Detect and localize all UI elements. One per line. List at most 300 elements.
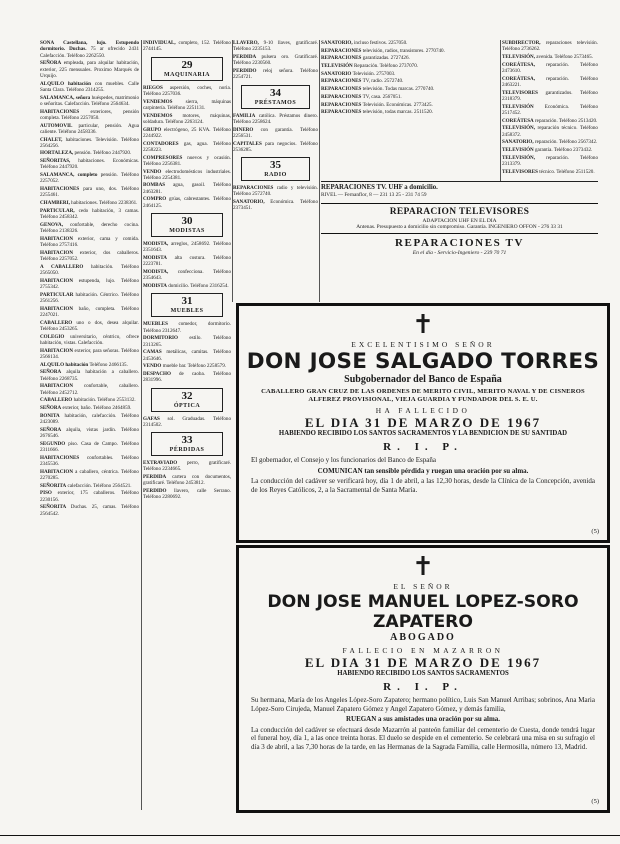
classified-ad-text: universitario, céntrico, ofrece habitación, vistas. Calefacción. (40, 333, 139, 346)
section-name: MODISTAS (169, 228, 205, 235)
obituary-date: EL DIA 31 DE MARZO DE 1967 (304, 655, 542, 670)
classified-ad-heading: SALAMANCA, señora (40, 94, 91, 101)
classified-ad (502, 169, 598, 175)
classified-ad-heading: RIEGOS (143, 84, 163, 91)
classified-ad (40, 200, 139, 206)
classified-ad-heading: PERDIDA (143, 474, 167, 481)
classified-ad-heading: SEGUNDO (40, 440, 66, 447)
classified-ad-heading: AUTOMOVIL (40, 122, 73, 129)
classified-ad-text: reparaciones televisión. Teléfono 2736262. (502, 40, 598, 53)
classified-ad-text: habitación. Teléfono 2565050. (40, 263, 139, 277)
classified-ad-text: exteriores, pensión completa. Teléfono 2257050. (40, 108, 139, 121)
classified-ad (143, 474, 231, 487)
classified-ad-heading: TELEVISIÓN, (502, 53, 535, 60)
column-rule (319, 40, 320, 302)
obituary-ha-fallecido: HA FALLECIDO (375, 406, 471, 415)
classified-ad-text: estupenda, lujo. Teléfono 2755342. (40, 277, 139, 291)
classified-ad (40, 397, 139, 403)
ad-banner-title: REPARACION TELEVISORES (389, 206, 530, 217)
classified-ad-text: avenida. Teléfono 2573465. (536, 53, 593, 60)
classified-ad-heading: COMPRESORES (143, 154, 183, 161)
classified-ad (40, 306, 139, 319)
section-header (241, 157, 310, 181)
classified-ad-text: comedor, dormitorio. Teléfono 2312647. (143, 321, 231, 334)
classified-ad-text: pulsera oro. Gratificaré. Teléfono 2230560. (233, 53, 318, 67)
classified-ad (40, 383, 139, 396)
classified-ad-heading: SANATORIO, (321, 40, 353, 46)
classified-ad-heading: MODISTA (143, 283, 167, 290)
classified-ad (40, 264, 139, 277)
classified-ad-text: reparación técnico. Teléfono 2458372. (502, 125, 598, 138)
obituary-family: El gobernador, el Consejo y los funcionarios del Banco de España (251, 456, 436, 464)
cross-icon: ✝ (412, 552, 434, 582)
classified-ad (502, 90, 598, 103)
classified-ad-heading: GRUPO (143, 126, 162, 133)
classified-ad-text: confortable, derecho cocina. Teléfono 2138326. (40, 221, 139, 235)
classified-ad-text: completo, 152. Teléfono 2744145. (143, 40, 231, 53)
classified-ad-text: a caballero, céntrica. Teléfono 2270285. (40, 468, 139, 481)
classified-ad-heading: FAMILIA (233, 112, 256, 119)
classified-ad-text: Reparación. Teléfono 2737070. (354, 63, 419, 70)
obituary-rip: R. I. P. (383, 441, 463, 453)
section-number: 30 (181, 215, 193, 228)
classified-ad-text: reparación. Teléfono 2313379. (502, 154, 598, 167)
classified-ad-text: calefacción. Teléfono 2564521. (67, 482, 132, 489)
tv-ads-block (321, 180, 598, 257)
classified-ad-heading: VENDO (143, 363, 162, 370)
obituary-honorific: EXCELENTISIMO SEÑOR (351, 340, 495, 349)
classified-ad-heading: SANATORIO, (233, 199, 265, 206)
classified-ad-text: con garantía. Teléfono 2256531. (233, 126, 318, 139)
classified-ad-heading: LLAVERO, (233, 40, 259, 46)
classified-ad (233, 199, 318, 212)
classified-ad (143, 460, 231, 473)
classified-ad-heading: PERDIDA (233, 53, 257, 60)
classified-ad (143, 241, 231, 254)
section-name: MAQUINARIA (164, 71, 210, 78)
classified-ad (143, 99, 231, 112)
classified-ad-heading: REPARACIONES (321, 86, 362, 93)
classified-ad-heading: HABITACION (40, 383, 74, 390)
classified-ad (321, 109, 501, 115)
obituary-request: RUEGAN a sus amistades una oración por su alma. (345, 715, 501, 724)
classified-ad-text: confortable, caballero. Teléfono 2452712. (40, 383, 139, 396)
classified-ad (143, 321, 231, 334)
classified-ad-text: Teléfono 2466135. (89, 361, 128, 368)
classified-ad-heading: REPARACIONES (321, 109, 362, 116)
classified-ad-heading: INDIVIDUAL, (143, 40, 176, 46)
classified-ad (143, 363, 231, 369)
classified-ad-text: uno o dos, desea alquilar. Teléfono 2453265. (40, 319, 139, 332)
classified-ad (233, 68, 318, 81)
classified-ad-text: habitación. Céntrico. Teléfono 2561256. (40, 291, 139, 305)
classifieds-column-4 (321, 40, 501, 182)
classified-ad-heading: CONTADORES (143, 140, 179, 147)
section-number: 31 (181, 295, 193, 308)
classified-ad-text: agua, gasoil. Teléfono 2463281. (143, 182, 231, 195)
obituary-details: La conducción del cadáver se efectuará desde Mazarrón al panteón familiar del cementerio de Cuesta, donde tendrá lugar el funeral hoy, día 1, a las once treinta horas. El duelo se despide en el cementerio. Se celebrará una misa en su sufragio el día 3 de abril, a las 7,30 horas de la tarde, en las Hermanas de la Sagrada Familia, calle Hermosilla, número 13, Madrid. (251, 725, 595, 751)
classified-ad (143, 141, 231, 154)
obituary-title: Subgobernador del Banco de España (344, 374, 502, 385)
classified-ad-heading: TELEVISORES (502, 168, 538, 175)
obituary-fallecio: FALLECIO EN MAZARRON (342, 646, 504, 655)
classified-ad-heading: REPARACIONES (233, 185, 274, 192)
classified-ad (40, 81, 139, 94)
classifieds-column-5 (502, 40, 598, 310)
classified-ad-text: Económica. Teléfono 2373451. (233, 199, 318, 212)
classified-ad-heading: SONA Castellana, lujo. Estupendo dormitorio. Duchas. (40, 40, 139, 53)
classified-ad-heading: PISO (40, 490, 52, 497)
classified-ad-heading: TELEVISIÓN (502, 103, 534, 110)
classified-ad (502, 62, 598, 75)
classified-ad (40, 60, 139, 79)
classified-ad-heading: HABITACION (40, 347, 74, 354)
classified-ad-text: piso. Casa de Campo. Teléfono 2311666. (40, 440, 139, 453)
classified-ad-text: reparación. Teléfono 2473610. (502, 61, 598, 74)
classified-ad (321, 102, 501, 108)
ad-banner (321, 203, 598, 234)
obituary-lopez-soro (236, 545, 610, 813)
classified-ad-heading: PERDIDO (233, 67, 257, 74)
classified-ad (321, 71, 501, 77)
classified-ad-heading: PERDIDO (143, 488, 167, 495)
obituary-honorific: EL SEÑOR (393, 582, 453, 591)
classifieds-column-3 (233, 40, 318, 315)
classified-ad-text: habitaciones. Económicas. Teléfono 2447920. (40, 158, 139, 171)
classified-ad (143, 40, 231, 53)
classified-ad-heading: REPARACIONES (321, 101, 362, 108)
classifieds-column-1 (40, 40, 139, 810)
classified-ad-heading: SEÑORITA (40, 504, 67, 511)
classified-ad-heading: TELEVISIÓN (321, 63, 353, 70)
classified-ad-text: Económica. Teléfono 2517452. (502, 103, 598, 116)
classified-ad (40, 123, 139, 136)
classified-ad-heading: GAFAS (143, 415, 160, 422)
classified-ad-text: para uno, dos. Teléfono 2255461. (40, 186, 139, 199)
ad-final-title: REPARACIONES TV (394, 236, 525, 249)
classified-ad (502, 76, 598, 89)
classified-ad-text: grúas, cabrestantes. Teléfono 2464125. (143, 196, 231, 209)
classified-ad (40, 455, 139, 468)
classified-ad-text: 75 ar ofrecido 2431 Calefacción. Teléfono 2262550. (40, 46, 139, 59)
classified-ad (40, 278, 139, 291)
classified-ad-text: Duchas. 25, camas. Teléfono 2564542. (40, 504, 139, 517)
classified-ad-text: radio y televisión. Teléfono 2572740. (233, 185, 318, 198)
classified-ad-heading: HABITACIONES (40, 108, 80, 115)
classified-ad-text: habitación, calefacción. Teléfono 2423089. (40, 412, 139, 425)
classified-ad (143, 169, 231, 182)
classified-ad (321, 40, 501, 46)
classified-ad (143, 85, 231, 98)
section-header (151, 213, 223, 237)
classified-ad (143, 488, 231, 501)
classified-ad (502, 40, 598, 53)
classified-ad-heading: TELEVISORES (502, 89, 538, 96)
classified-ad-text: habitaciones. Teléfono 2238361. (71, 200, 138, 207)
classified-ad-heading: VENDO (143, 168, 162, 175)
classified-ad (40, 441, 139, 454)
classified-ad-heading: COMPRO (143, 196, 167, 203)
classified-ad-text: electrógeno, 25 KVA. Teléfono 2244922. (143, 126, 231, 139)
obituary-details: La conducción del cadáver se verificará hoy, día 1 de abril, a las 12,30 horas, desde la Clínica de la Concepción, avenida de los Reyes Católicos, 2, a la Sacramental de Santa María. (251, 477, 595, 494)
classified-ad-heading: DINERO (233, 126, 254, 133)
classified-ad-text: baño, completa. Teléfono 2247021. (40, 305, 139, 318)
classified-ad-heading: REPARACIONES (321, 47, 362, 54)
classified-ad-heading: SEÑORITA (40, 482, 67, 489)
classified-ad (40, 109, 139, 122)
classified-ad (143, 155, 231, 168)
classified-ad-text: garantía. Teléfono 2373432. (535, 146, 593, 153)
obituary-sacraments: HABIENDO RECIBIDO LOS SANTOS SACRAMENTOS Y LA BENDICION DE SU SANTIDAD (278, 430, 568, 437)
classified-ad-heading: HABITACION (40, 277, 74, 284)
classified-ad (40, 236, 139, 249)
classified-ad (502, 125, 598, 138)
classified-ad-text: exterior, baño. Teléfono 2464859. (62, 404, 132, 411)
section-header (241, 85, 310, 109)
classified-ad-text: pensión. Teléfono 2447920. (74, 150, 132, 157)
classified-ad-text: electrodomésticos industriales. Teléfono 2254381. (143, 168, 231, 181)
classified-ad-heading: SEÑORA (40, 426, 62, 433)
classified-ad-text: pensión. Teléfono 2257052. (40, 172, 139, 185)
classified-ad-heading: CABALLERO (40, 397, 73, 404)
classified-ad-text: católica. Préstamos dinero. Teléfono 2258624. (233, 112, 318, 125)
classified-ad-text: incluso festivos. 2257050. (353, 40, 408, 46)
classified-ad (40, 150, 139, 156)
classified-ad-heading: PARTICULAR (40, 291, 74, 298)
classified-ad (143, 255, 231, 268)
classified-ad (40, 292, 139, 305)
classified-ad-text: de caoba. Teléfono 2831996. (143, 370, 231, 384)
classified-ad (40, 158, 139, 171)
classified-ad (40, 250, 139, 263)
classified-ad (143, 416, 231, 429)
classified-ad (40, 348, 139, 361)
classified-ad (321, 55, 501, 61)
classified-ad-heading: HABITACIONES (40, 186, 80, 193)
classified-ad-text: domicilio. Teléfono 2316254. (168, 283, 229, 290)
classified-ad (502, 54, 598, 60)
classified-ad-text: sol. Graduadas. Teléfono 2314502. (143, 415, 231, 428)
classified-ad (143, 371, 231, 384)
classified-ad-text: habitaciones. Televisión. Teléfono 2564256. (40, 136, 139, 149)
classified-ad-heading: GENOVA, (40, 221, 63, 228)
classified-ad-text: metálicas, camitas. Teléfono 2453646. (143, 349, 231, 362)
section-header (151, 432, 223, 456)
classified-ad-heading: VENDEMOS (143, 112, 173, 119)
section-name: ÓPTICA (173, 402, 201, 409)
classified-ad-text: garantizados. Teléfono 2318379. (502, 89, 598, 102)
classified-ad-text: TV, casa. 2567051. (362, 93, 402, 100)
classified-ad-text: reparación. Teléfono 2463221. (502, 75, 598, 88)
classified-ad (143, 283, 231, 289)
obituary-title: ABOGADO (390, 632, 456, 643)
section-name: MUEBLES (170, 308, 204, 315)
classified-ad-text: llavero, calle Serrano. Teléfono 2280692. (143, 488, 231, 501)
classified-ad (40, 186, 139, 199)
classified-ad (233, 185, 318, 198)
classified-ad-text: con muebles. Calle Santa Clara. Teléfono 2314255. (40, 80, 139, 93)
classified-ad-text: aspersión, coches, noria. Teléfono 2257036. (143, 84, 231, 97)
classified-ad (233, 113, 318, 126)
classified-ad-heading: SEÑORA (40, 404, 62, 411)
obituary-date: EL DIA 31 DE MARZO DE 1967 (304, 415, 542, 430)
classified-ad (502, 104, 598, 117)
classified-ad-text: televisión, todas marcas. 2511520. (362, 109, 433, 116)
obituary-request: COMUNICAN tan sensible pérdida y ruegan una oración por su alma. (317, 466, 529, 475)
classified-ad-heading: COREÁTESA (502, 117, 534, 124)
classified-ad-text: sierra, máquinas carpintería. Teléfono 2251131. (143, 98, 231, 111)
classified-ad (143, 269, 231, 282)
classified-ad-text: alta costura. Teléfono 2223781. (143, 255, 231, 268)
section-name: PÉRDIDAS (169, 447, 205, 454)
classified-ad (143, 127, 231, 140)
classified-ad (502, 147, 598, 153)
classified-ad-text: reparación. Teléfono 2567342. (534, 139, 598, 146)
obituary-rip: R. I. P. (383, 681, 463, 693)
classified-ad-text: cedo habitación, 3 camas. Teléfono 2458342. (40, 207, 139, 221)
classified-ad-heading: ALQUILO habitación (40, 361, 89, 368)
classified-ad (40, 137, 139, 150)
classified-ad-heading: SANATORIO, (502, 139, 534, 146)
classified-ad-text: empleada, para alquilar habitación, exterior, 225 mensuales. Proximo Marqués de Urquijo. (40, 60, 139, 79)
classified-ad (143, 335, 231, 348)
classified-ad-heading: PARTICULAR, (40, 207, 75, 214)
obituary-honors: CABALLERO GRAN CRUZ DE LAS ORDENES DE MERITO CIVIL, MERITO NAVAL Y DE CISNEROS ALFEREZ PROVISIONAL, VIEJA GUARDIA Y FUNDADOR DEL S. E. U. (261, 388, 585, 403)
classified-ad-text: para negocios. Teléfono 2536285. (233, 140, 318, 153)
classified-ad (502, 118, 598, 124)
classified-ad (40, 222, 139, 235)
classified-ad-text: cartera con documentos, gratificaré. Teléfono 2453812. (143, 474, 231, 487)
ad-banner-sub: ADAPTACION UHF EN EL DIA (422, 217, 497, 224)
classified-ad (321, 63, 501, 69)
section-number: 32 (181, 389, 193, 402)
cross-icon: ✝ (412, 310, 434, 340)
classified-ad-text: nuevos y ocasión. Teléfono 2256381. (143, 154, 231, 167)
classified-ad (143, 196, 231, 209)
classified-ad (321, 78, 501, 84)
classified-ad-text: estilo. Teléfono 2313265. (143, 335, 231, 348)
section-number: 35 (270, 159, 281, 172)
classified-ad (233, 54, 318, 67)
obituary-salgado-torres (236, 303, 610, 543)
obituary-name: DON JOSE SALGADO TORRES (246, 349, 600, 374)
classified-ad-text: 9-10 llaves, gratificaré. Teléfono 2235153. (233, 40, 318, 53)
classified-ad-heading: MODISTA, (143, 241, 169, 248)
classified-ad-text: exterior, dos caballeros. Teléfono 2257052. (40, 249, 139, 263)
classified-ad-heading: MODISTA, (143, 269, 169, 276)
classified-ad-heading: REPARACIONES (321, 78, 362, 85)
classified-ad (321, 86, 501, 92)
classified-ad-heading: HABITACION (40, 305, 74, 312)
section-number: 33 (181, 434, 193, 447)
classified-ad-text: exterior, cama y comida. Teléfono 2757416. (40, 235, 139, 249)
classified-ad-heading: A CABALLERO (40, 263, 84, 270)
classified-ad-heading: CAMAS (143, 349, 162, 356)
classified-ad-text: alquila, vistas jardín. Teléfono 2676546. (40, 426, 139, 439)
classified-ad-heading: HORTALEZA, (40, 150, 74, 157)
obituary-ref: (5) (591, 528, 599, 535)
classified-ad (40, 405, 139, 411)
classified-ad-text: reloj señora. Teléfono 2254721. (233, 67, 318, 81)
classified-ad-text: motores, máquinas, soldadura. Teléfono 2263124. (143, 112, 231, 125)
classified-ad-text: exterior, para señoras. Teléfono 2566134. (40, 347, 139, 360)
classified-ad-heading: SALAMANCA, completo (40, 172, 98, 179)
classified-ad-text: exterior, 175 caballeros. Teléfono 2230156. (40, 490, 139, 503)
classified-ad-heading: CAPITALES (233, 140, 262, 147)
classified-ad-text: técnico. Teléfono 2511520. (539, 168, 595, 175)
classified-ad-heading: CABALLERO (40, 319, 73, 326)
classified-ad-heading: COREÁTESA, (502, 61, 535, 68)
obituary-family: Su hermana, María de los Angeles López-Soro Zapatero; hermano político, Luis San Manuel Arribas; sobrinos, Ana Maria López-Soro Cirujeda, Manuel Zapatero Gómez y Angel Zapatero Gómez, y demás familia, (251, 696, 595, 713)
classified-ad-heading: EXTRAVIADO (143, 460, 178, 467)
classified-ad (40, 369, 139, 382)
classified-ad (40, 40, 139, 59)
classified-ad-heading: TELEVISIÓN (502, 146, 534, 153)
section-name: RADIO (264, 172, 287, 179)
classified-ad (40, 362, 139, 368)
classified-ad-heading: MUEBLES (143, 321, 168, 328)
classified-ad-text: perro, gratificaré. Teléfono 2234665. (143, 460, 231, 473)
classified-ad-heading: TELEVISIÓN, (502, 125, 535, 132)
obituary-ref: (5) (591, 798, 599, 805)
classified-ad-heading: HABITACION (40, 468, 74, 475)
section-header (151, 57, 223, 81)
classified-ad-text: particular, pensión. Agua caliente. Teléfono 2458336. (40, 122, 139, 135)
classified-ad (40, 95, 139, 108)
classified-ad-text: habitación. Teléfono 2553132. (73, 397, 136, 404)
classified-ad-text: arreglos, 2458692. Teléfono 2351643. (143, 241, 231, 254)
classified-ad-text: garantizadas. 2727426. (362, 55, 410, 62)
classified-ad (40, 483, 139, 489)
classified-ad-heading: BOMBAS (143, 182, 166, 189)
classified-ad (233, 127, 318, 140)
classified-ad-text: reparación. Teléfono 2513420. (534, 117, 598, 124)
section-header (151, 388, 223, 412)
classified-ad-heading: HABITACION (40, 249, 74, 256)
classified-ad-heading: ALQUILO habitación (40, 80, 91, 87)
classified-ad-heading: CHAMBERI, (40, 200, 70, 207)
classified-ad-heading: TELEVISIÓN, (502, 154, 535, 161)
classified-ad (502, 155, 598, 168)
classified-ad-heading: REPARACIONES (321, 55, 362, 62)
classified-ad-heading: HABITACIONES (40, 454, 80, 461)
page-bottom-rule (0, 835, 620, 837)
classified-ad-text: confortables. Teléfono 2345536. (40, 454, 139, 467)
classified-ad (40, 490, 139, 503)
classified-ad-heading: DORMITORIO (143, 335, 178, 342)
classified-ad (40, 504, 139, 517)
classified-ad (143, 113, 231, 126)
classified-ad-text: Televisión. 2757003. (352, 70, 396, 77)
classified-ad-heading: SUBDIRECTOR, (502, 40, 541, 46)
classified-ad (40, 172, 139, 185)
classified-ad (502, 139, 598, 145)
classified-ad-text: TV, radio. 2572740. (362, 78, 404, 85)
classified-ad-heading: HABITACION (40, 235, 74, 242)
classified-ad-text: televisión, radios, transistores. 2770740. (362, 47, 445, 54)
classified-ad (233, 40, 318, 53)
classified-ad (233, 141, 318, 154)
classified-ad (40, 334, 139, 347)
section-name: PRÉSTAMOS (254, 99, 297, 106)
classified-ad (321, 48, 501, 54)
section-number: 29 (181, 58, 193, 71)
classified-ad (143, 182, 231, 195)
section-header (151, 293, 223, 317)
classified-ad-heading: SEÑORITAS, (40, 158, 71, 165)
obituary-sacraments: HABIENDO RECIBIDO LOS SANTOS SACRAMENTOS (337, 670, 509, 677)
classified-ad-text: mueble bar. Teléfono 2258579. (162, 363, 227, 370)
